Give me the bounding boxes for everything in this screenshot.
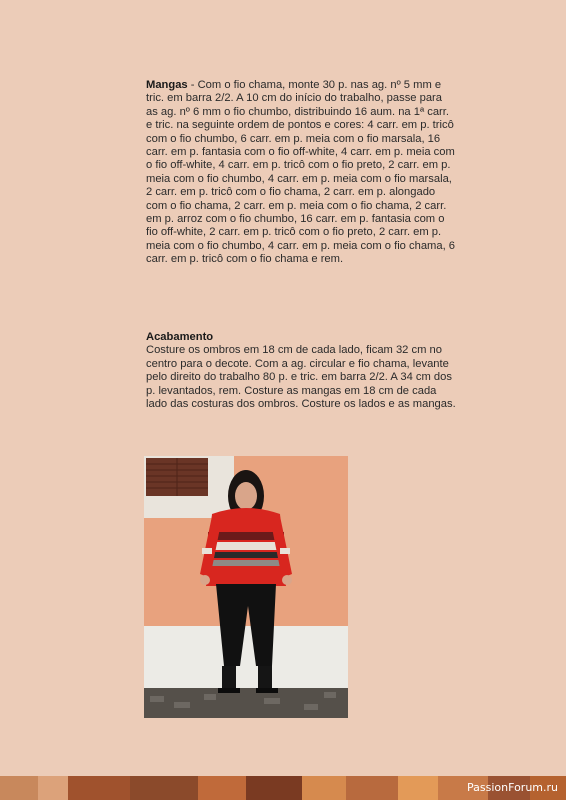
palette-swatch — [130, 776, 198, 800]
palette-swatch — [198, 776, 246, 800]
palette-swatch — [398, 776, 438, 800]
palette-swatch — [38, 776, 68, 800]
mangas-section — [146, 79, 456, 267]
acabamento-section — [146, 331, 456, 411]
mangas-heading: Mangas — [146, 79, 188, 91]
watermark: PassionForum.ru — [467, 781, 558, 794]
palette-swatch — [0, 776, 38, 800]
model-photo — [144, 456, 348, 718]
palette-swatch — [302, 776, 346, 800]
palette-swatch — [246, 776, 302, 800]
acabamento-heading: Acabamento — [146, 331, 214, 343]
palette-swatch — [346, 776, 398, 800]
palette-swatch — [68, 776, 130, 800]
mangas-body: - Com o fio chama, monte 30 p. nas ag. nº 5 mm e tric. em barra 2/2. A 10 cm do início do trabalho, passe para as ag. nº 6 mm o fio chumbo, distribuindo 16 aum. na 1ª carr. e tric. na seguinte ordem de pontos e cores: 4 carr. em p. tricô com o fio chumbo, 6 carr. em p. meia com o fio marsala, 16 carr. em p. fantasia com o fio off-white, 4 carr. em p. meia com o fio off-white, 4 carr. em p. tricô com o fio preto, 2 carr. em p. meia com o fio chumbo, 4 carr. em p. meia com o fio marsala, 2 carr. em p. tricô com o fio chama, 2 carr. em p. alongado com o fio chama, 2 carr. em p. meia com o fio chama, 2 carr. em p. arroz com o fio chumbo, 16 carr. em p. fantasia com o fio off-white, 2 carr. em p. tricô com o fio preto, 2 carr. em p. meia com o fio chumbo, 4 carr. em p. meia com o fio chama, 6 carr. em p. tricô com o fio chama e rem. — [146, 79, 456, 266]
acabamento-body: Costure os ombros em 18 cm de cada lado, ficam 32 cm no centro para o decote. Com a ag. circular e fio chama, levante pelo direito do trabalho 80 p. e tric. em barra 2/2. A 34 cm dos p. levantados, rem. Costure as mangas em 18 cm de cada lado das costuras dos ombros. Costure os lados e as mangas. — [146, 344, 456, 411]
